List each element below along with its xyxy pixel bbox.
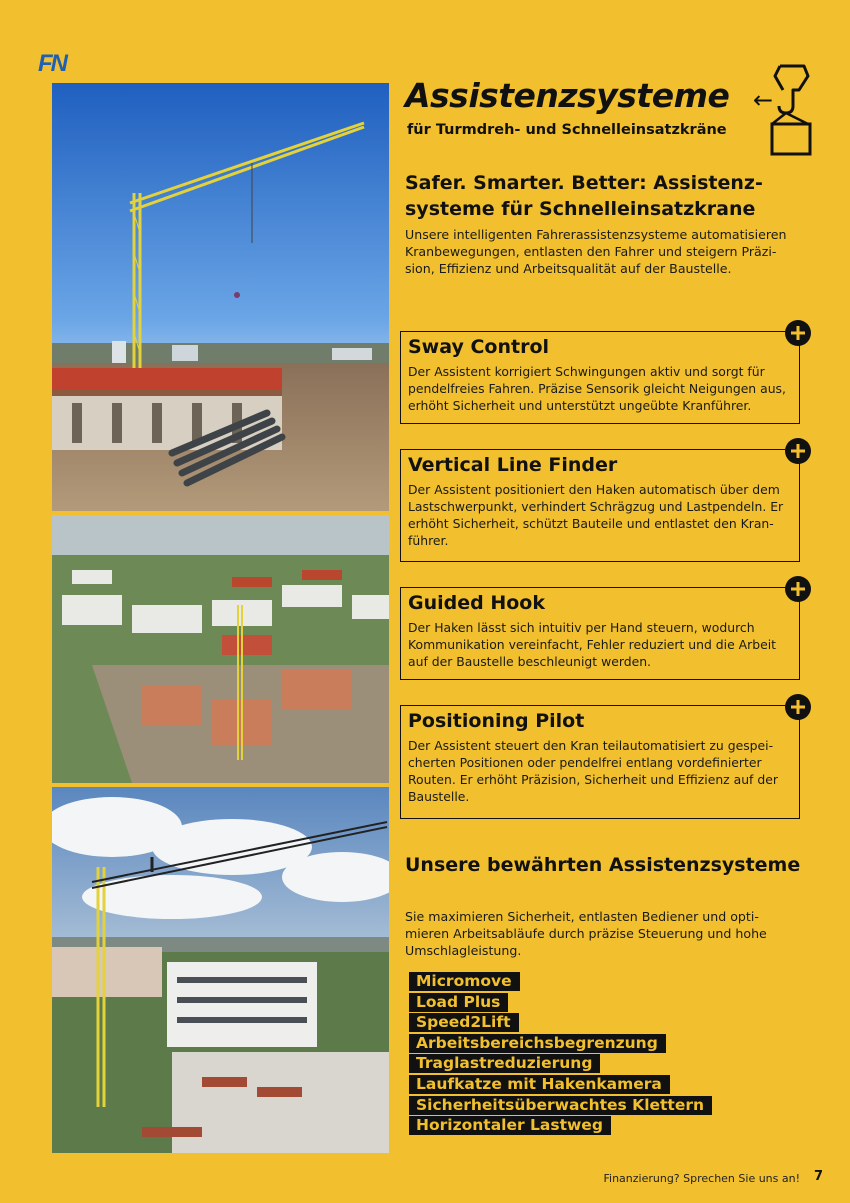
card-sway-control: [400, 331, 800, 424]
list-item: [409, 1074, 712, 1095]
system-label: Traglastreduzierung: [409, 1054, 600, 1073]
system-label: Laufkatze mit Hakenkamera: [409, 1075, 670, 1094]
system-label: Horizontaler Lastweg: [409, 1116, 611, 1135]
intro-text: Unsere intelligenten Fahrerassistenzsysteme automatisieren Kranbewegungen, entlasten den Fahrer und steigern Präzi-sion, Effizienz und Arbeitsqualität auf der Baustelle.: [405, 227, 787, 276]
expand-plus-icon[interactable]: [785, 320, 811, 346]
photo-construction-site-crane: [52, 83, 389, 511]
list-item: [409, 1033, 712, 1054]
systems-text: Sie maximieren Sicherheit, entlasten Bediener und opti-mieren Arbeitsabläufe durch präzise Steuerung und hohe Umschlagleistung.: [405, 909, 767, 958]
page-title: Assistenzsysteme: [405, 76, 730, 115]
expand-plus-icon[interactable]: [785, 694, 811, 720]
card-vertical-line-finder: [400, 449, 800, 562]
photo-aerial-residential-development: [52, 515, 389, 783]
system-label: Sicherheitsüberwachtes Klettern: [409, 1096, 712, 1115]
list-item: [409, 971, 712, 992]
systems-list: [409, 971, 712, 1136]
card-text: Der Assistent korrigiert Schwingungen aktiv und sorgt für pendelfreies Fahren. Präzise Sensorik gleicht Neigungen aus, erhöht Sicherheit und unterstützt ungeübte Kranführer.: [408, 364, 786, 413]
photo-column: [52, 83, 389, 1153]
system-label: Speed2Lift: [409, 1013, 519, 1032]
card-guided-hook: [400, 587, 800, 680]
card-positioning-pilot: [400, 705, 800, 819]
system-label: Micromove: [409, 972, 520, 991]
card-text: Der Assistent positioniert den Haken automatisch über dem Lastschwerpunkt, verhindert Schrägzug und Lastpendeln. Er erhöht Sicherheit, schützt Bauteile und entlastet den Kran-führer.: [408, 482, 784, 548]
arrow-left-icon: ←: [753, 86, 774, 114]
card-title: Vertical Line Finder: [408, 454, 618, 476]
card-title: Guided Hook: [408, 592, 545, 614]
systems-heading: Unsere bewährten Assistenzsysteme: [405, 854, 801, 876]
page-subtitle: für Turmdreh- und Schnelleinsatzkräne: [407, 122, 727, 138]
expand-plus-icon[interactable]: [785, 438, 811, 464]
list-item: [409, 1095, 712, 1116]
card-text: Der Haken lässt sich intuitiv per Hand steuern, wodurch Kommunikation vereinfacht, Fehler reduziert und die Arbeit auf der Baustelle beschleunigt werden.: [408, 620, 777, 669]
card-title: Positioning Pilot: [408, 710, 585, 732]
system-label: Arbeitsbereichsbegrenzung: [409, 1034, 666, 1053]
card-text: Der Assistent steuert den Kran teilautomatisiert zu gespei-cherten Positionen oder pendelfrei entlang vordefinierter Routen. Er erhöht Präzision, Sicherheit und Effizienz auf der Baustelle.: [408, 738, 778, 804]
system-label: Load Plus: [409, 993, 508, 1012]
crane-hook-icon: [766, 60, 816, 162]
photo-crane-apartment-building: [52, 787, 389, 1153]
brand-logo[interactable]: FN: [38, 50, 66, 77]
list-item: [409, 1053, 712, 1074]
page-number: 7: [814, 1169, 824, 1184]
intro-heading: Safer. Smarter. Better: Assistenz-systeme für Schnelleinsatzkrane: [405, 172, 763, 220]
list-item: [409, 992, 712, 1013]
footer-text: Finanzierung? Sprechen Sie uns an!: [603, 1172, 800, 1185]
card-title: Sway Control: [408, 336, 550, 358]
list-item: [409, 1012, 712, 1033]
expand-plus-icon[interactable]: [785, 576, 811, 602]
list-item: [409, 1115, 712, 1136]
